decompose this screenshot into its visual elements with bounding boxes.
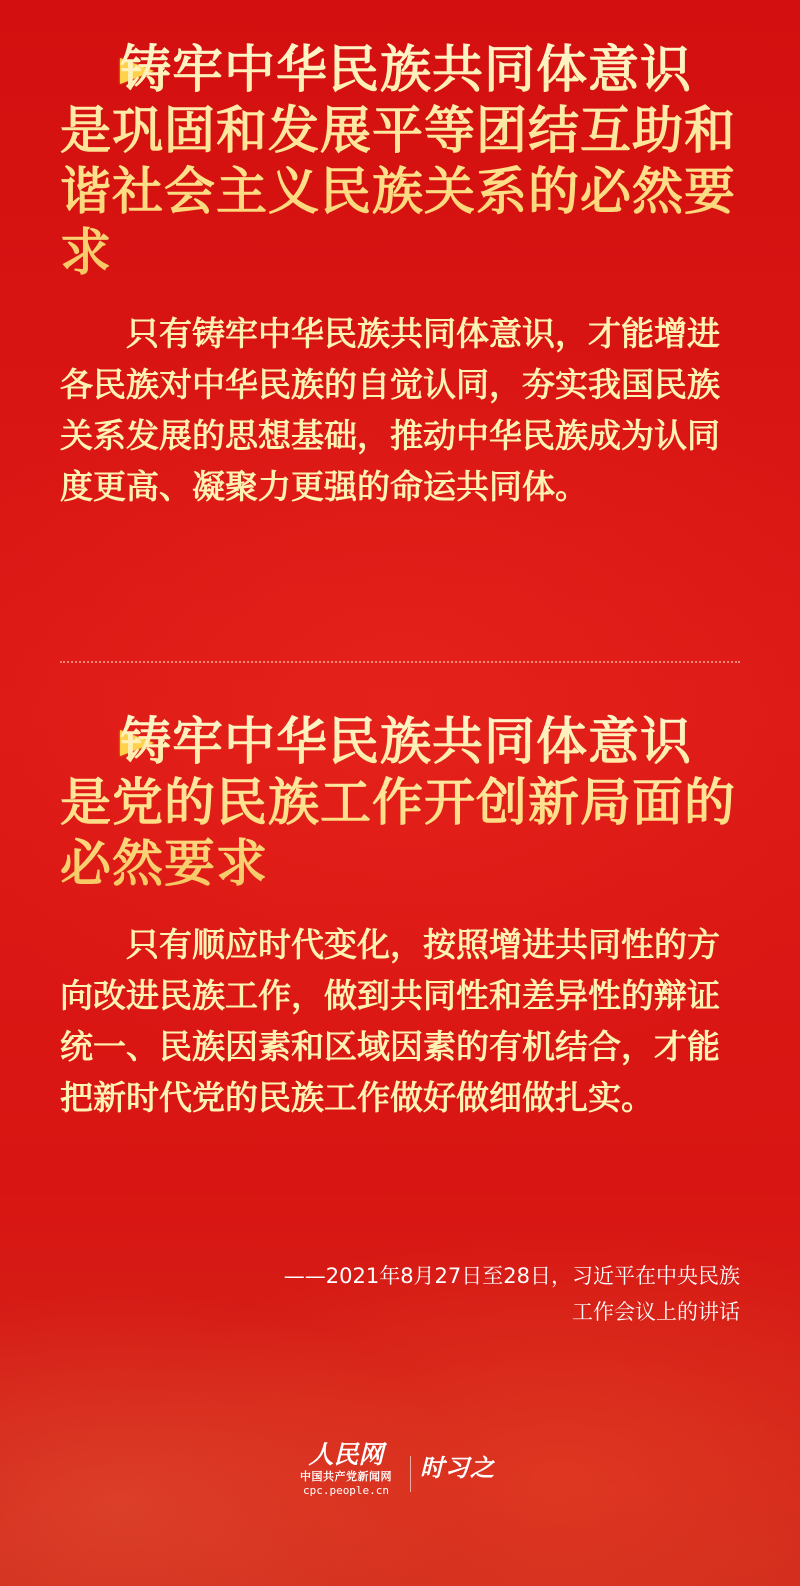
source-line-2: 工作会议上的讲话 xyxy=(572,1300,740,1324)
section-2-body: 只有顺应时代变化，按照增进共同性的方向改进民族工作，做到共同性和差异性的辩证统一、民族因素和区域因素的有机结合，才能把新时代党的民族工作做好做细做扎实。 xyxy=(60,925,720,1117)
source-attribution xyxy=(100,1258,740,1330)
shixizhi-logo: 时习之 xyxy=(420,1454,495,1482)
people-logo-calligraphy: 人民网 xyxy=(308,1440,384,1469)
people-logo-site: cpc.people.cn xyxy=(302,1484,390,1497)
people-logo-name: 中国共产党新闻网 xyxy=(300,1470,392,1483)
dotted-divider xyxy=(60,661,740,663)
section-1-body: 只有铸牢中华民族共同体意识，才能增进各民族对中华民族的自觉认同，夯实我国民族关系发展的思想基础，推动中华民族成为认同度更高、凝聚力更强的命运共同体。 xyxy=(60,314,720,506)
footer-logos xyxy=(0,1440,800,1530)
section-2-heading: 铸牢中华民族共同体意识是党的民族工作开创新局面的必然要求 xyxy=(60,712,740,895)
section-2 xyxy=(60,712,740,1123)
source-line-1: ——2021年8月27日至28日，习近平在中央民族 xyxy=(283,1264,740,1288)
section-1 xyxy=(60,40,740,512)
section-1-heading: 铸牢中华民族共同体意识是巩固和发展平等团结互助和谐社会主义民族关系的必然要求 xyxy=(60,40,740,284)
logo-separator xyxy=(410,1456,411,1492)
people-daily-logo xyxy=(286,1440,406,1498)
